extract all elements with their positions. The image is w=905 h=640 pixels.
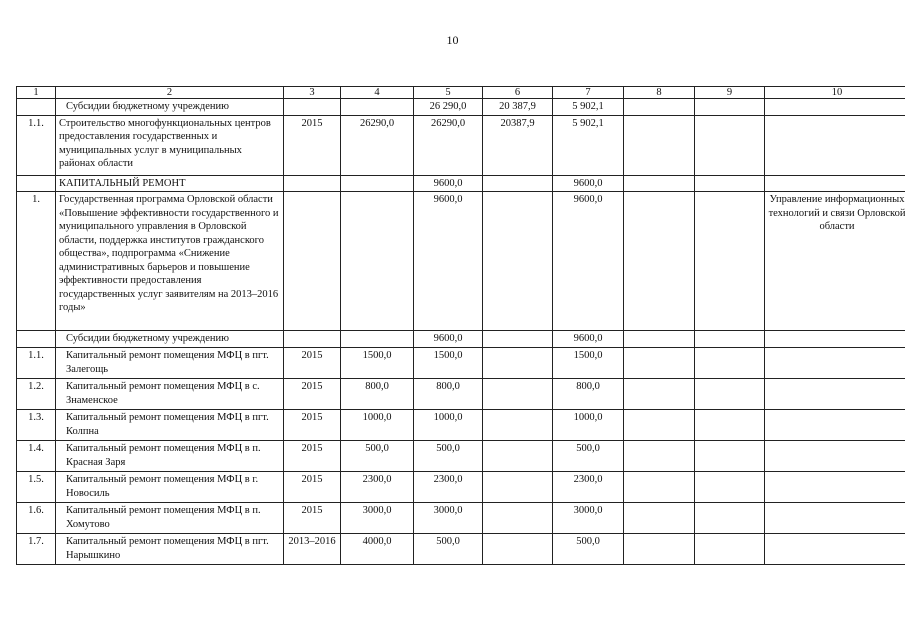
cell-executor (765, 441, 905, 472)
cell-cost: 2300,0 (341, 472, 414, 503)
cell-plan: 500,0 (414, 441, 483, 472)
header-cell-8: 8 (624, 87, 695, 99)
page-number: 10 (446, 33, 459, 47)
header-cell-2: 2 (56, 87, 284, 99)
cell-col9 (695, 534, 765, 565)
cell-reg: 500,0 (553, 441, 624, 472)
cell-num (17, 331, 56, 348)
cell-num: 1.7. (17, 534, 56, 565)
cell-num: 1.3. (17, 410, 56, 441)
cell-executor (765, 534, 905, 565)
cell-fed (483, 331, 553, 348)
cell-year: 2015 (284, 410, 341, 441)
budget-table (16, 86, 905, 565)
header-cell-9: 9 (695, 87, 765, 99)
cell-cost: 4000,0 (341, 534, 414, 565)
cell-num: 1.2. (17, 379, 56, 410)
cell-col9 (695, 472, 765, 503)
cell-cost (341, 331, 414, 348)
cell-year: 2015 (284, 472, 341, 503)
cell-col8 (624, 115, 695, 175)
cell-reg: 800,0 (553, 379, 624, 410)
header-cell-5: 5 (414, 87, 483, 99)
cell-col8 (624, 503, 695, 534)
cell-num: 1.1. (17, 115, 56, 175)
cell-plan: 26 290,0 (414, 99, 483, 116)
cell-col9 (695, 348, 765, 379)
cell-cost: 1500,0 (341, 348, 414, 379)
header-cell-1: 1 (17, 87, 56, 99)
header-cell-7: 7 (553, 87, 624, 99)
cell-col9 (695, 441, 765, 472)
cell-cost: 1000,0 (341, 410, 414, 441)
cell-name: Капитальный ремонт помещения МФЦ в пгт. Залегощь (56, 348, 284, 379)
cell-num: 1.5. (17, 472, 56, 503)
cell-name: Государственная программа Орловской области «Повышение эффективности государственного и муниципального управления в Орловской области, поддержка институтов гражданского общества», подпрограмма «Снижение административных барьеров и повышение эффективности предоставления государственных услуг заявителям на 2013–2016 годы» (56, 192, 284, 331)
cell-num (17, 175, 56, 192)
cell-executor (765, 472, 905, 503)
cell-num (17, 99, 56, 116)
table-row (17, 192, 905, 331)
cell-year (284, 175, 341, 192)
cell-col8 (624, 175, 695, 192)
cell-reg: 3000,0 (553, 503, 624, 534)
cell-executor (765, 379, 905, 410)
cell-name: Капитальный ремонт помещения МФЦ в пгт. Колпна (56, 410, 284, 441)
cell-col9 (695, 379, 765, 410)
cell-plan: 9600,0 (414, 175, 483, 192)
table-row (17, 503, 905, 534)
cell-cost (341, 192, 414, 331)
cell-col9 (695, 331, 765, 348)
cell-fed (483, 534, 553, 565)
cell-fed (483, 175, 553, 192)
cell-year: 2015 (284, 348, 341, 379)
cell-col8 (624, 410, 695, 441)
table-row (17, 99, 905, 116)
cell-reg: 1500,0 (553, 348, 624, 379)
table-row (17, 175, 905, 192)
cell-year: 2015 (284, 115, 341, 175)
cell-plan: 3000,0 (414, 503, 483, 534)
table-row (17, 331, 905, 348)
cell-fed (483, 410, 553, 441)
cell-reg: 500,0 (553, 534, 624, 565)
cell-executor (765, 99, 905, 116)
table-row (17, 348, 905, 379)
cell-fed: 20 387,9 (483, 99, 553, 116)
cell-col9 (695, 192, 765, 331)
cell-plan: 2300,0 (414, 472, 483, 503)
cell-col8 (624, 192, 695, 331)
cell-year: 2015 (284, 379, 341, 410)
cell-num: 1.1. (17, 348, 56, 379)
table-row (17, 379, 905, 410)
header-cell-10: 10 (765, 87, 905, 99)
cell-year (284, 99, 341, 116)
cell-name: КАПИТАЛЬНЫЙ РЕМОНТ (56, 175, 284, 192)
cell-col8 (624, 379, 695, 410)
cell-cost: 800,0 (341, 379, 414, 410)
cell-executor: Управление информационных технологий и связи Орловской области (765, 192, 905, 331)
cell-num: 1.4. (17, 441, 56, 472)
cell-cost (341, 175, 414, 192)
table-row (17, 441, 905, 472)
cell-fed (483, 503, 553, 534)
cell-name: Капитальный ремонт помещения МФЦ в п. Хомутово (56, 503, 284, 534)
cell-reg: 5 902,1 (553, 115, 624, 175)
cell-num: 1.6. (17, 503, 56, 534)
cell-executor (765, 331, 905, 348)
cell-executor (765, 115, 905, 175)
cell-name: Субсидии бюджетному учреждению (56, 99, 284, 116)
cell-year: 2015 (284, 441, 341, 472)
cell-plan: 800,0 (414, 379, 483, 410)
cell-name: Капитальный ремонт помещения МФЦ в п. Красная Заря (56, 441, 284, 472)
cell-executor (765, 503, 905, 534)
cell-fed: 20387,9 (483, 115, 553, 175)
cell-plan: 9600,0 (414, 192, 483, 331)
cell-plan: 26290,0 (414, 115, 483, 175)
cell-plan: 1500,0 (414, 348, 483, 379)
cell-col8 (624, 441, 695, 472)
table-header-row (17, 87, 905, 99)
cell-name: Капитальный ремонт помещения МФЦ в пгт. Нарышкино (56, 534, 284, 565)
cell-executor (765, 348, 905, 379)
cell-reg: 9600,0 (553, 175, 624, 192)
cell-year (284, 331, 341, 348)
cell-plan: 500,0 (414, 534, 483, 565)
header-cell-4: 4 (341, 87, 414, 99)
cell-col9 (695, 175, 765, 192)
cell-cost (341, 99, 414, 116)
cell-cost: 26290,0 (341, 115, 414, 175)
cell-reg: 9600,0 (553, 192, 624, 331)
cell-fed (483, 441, 553, 472)
table-row (17, 410, 905, 441)
cell-fed (483, 192, 553, 331)
table-row (17, 115, 905, 175)
cell-name: Строительство многофункциональных центров предоставления государственных и муниципальных услуг в муниципальных районах области (56, 115, 284, 175)
cell-fed (483, 472, 553, 503)
cell-reg: 1000,0 (553, 410, 624, 441)
header-cell-6: 6 (483, 87, 553, 99)
cell-col8 (624, 331, 695, 348)
cell-name: Субсидии бюджетному учреждению (56, 331, 284, 348)
cell-col9 (695, 410, 765, 441)
cell-cost: 500,0 (341, 441, 414, 472)
cell-reg: 2300,0 (553, 472, 624, 503)
cell-reg: 5 902,1 (553, 99, 624, 116)
cell-col9 (695, 115, 765, 175)
cell-col8 (624, 534, 695, 565)
cell-col8 (624, 348, 695, 379)
cell-num: 1. (17, 192, 56, 331)
cell-col8 (624, 99, 695, 116)
cell-fed (483, 379, 553, 410)
cell-executor (765, 175, 905, 192)
cell-year (284, 192, 341, 331)
cell-plan: 1000,0 (414, 410, 483, 441)
cell-col9 (695, 99, 765, 116)
cell-reg: 9600,0 (553, 331, 624, 348)
cell-col8 (624, 472, 695, 503)
cell-year: 2013–2016 (284, 534, 341, 565)
header-cell-3: 3 (284, 87, 341, 99)
cell-col9 (695, 503, 765, 534)
cell-fed (483, 348, 553, 379)
cell-cost: 3000,0 (341, 503, 414, 534)
cell-name: Капитальный ремонт помещения МФЦ в с. Знаменское (56, 379, 284, 410)
cell-plan: 9600,0 (414, 331, 483, 348)
table-row (17, 534, 905, 565)
cell-name: Капитальный ремонт помещения МФЦ в г. Новосиль (56, 472, 284, 503)
cell-year: 2015 (284, 503, 341, 534)
cell-executor (765, 410, 905, 441)
table-row (17, 472, 905, 503)
